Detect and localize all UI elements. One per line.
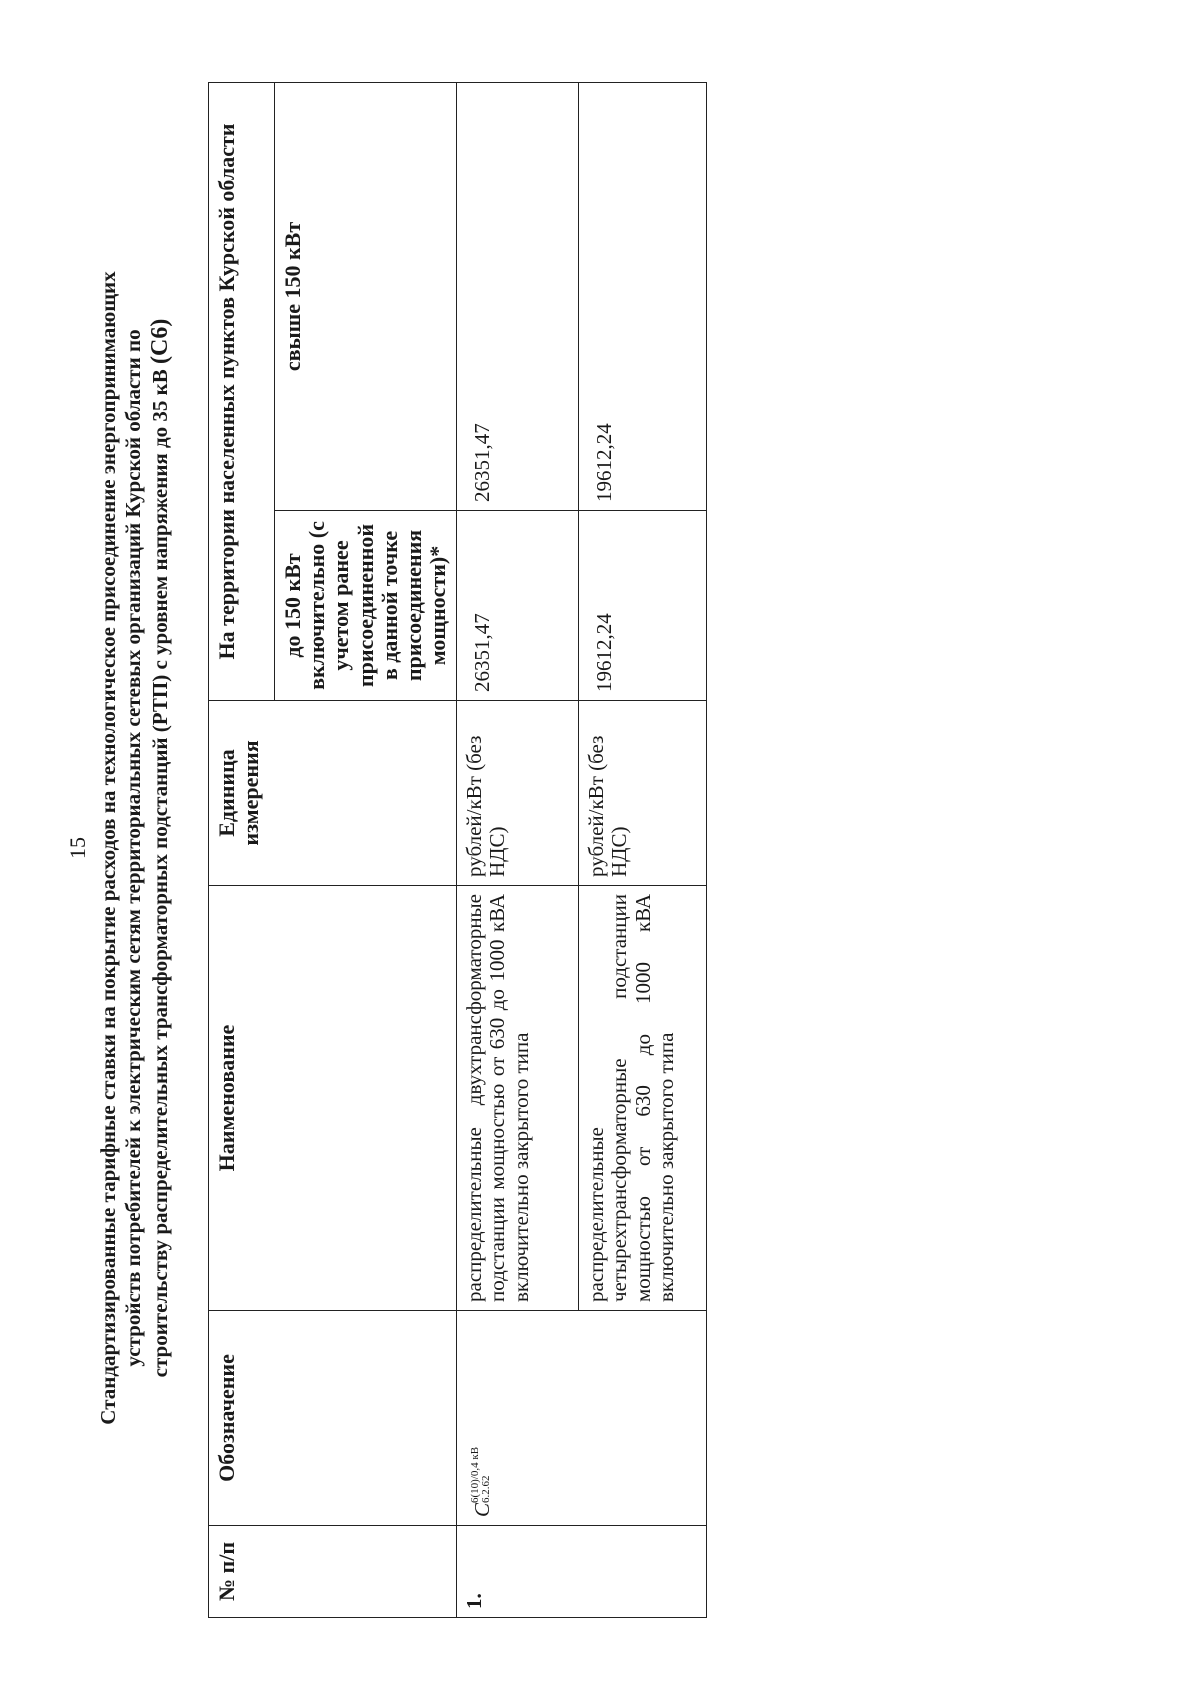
title-line-1: Стандартизированные тарифные ставки на покрытие расходов на технологическое присоединение энергопринимающих [96,271,120,1425]
tariff-table [208,82,707,1618]
document-body [90,78,690,1618]
header-num: № п/п [209,1526,457,1618]
header-sub-upto-150: до 150 кВт включительно (с учетом ранее присоединенной в данной точке присоединения мощности)* [275,511,457,701]
tariff-code-sup: 6(10)/0,4 кВ [468,1446,481,1503]
header-unit: Единица измерения [209,701,457,886]
tariff-code [457,1311,707,1526]
header-name: Наименование [209,886,457,1311]
header-territory: На территории населенных пунктов Курской области [209,83,275,701]
tariff-code-indices [470,1447,492,1503]
tariff-code-letter: C [470,1502,495,1517]
row-number: 1. [457,1526,707,1618]
title-line-3-main: строительству распределительных трансформаторных подстанций (РТП) с уровнем напряжения до 35 кВ [148,369,173,1378]
header-sub-over-150: свыше 150 кВт [275,83,457,511]
row-unit: рублей/кВт (без НДС) [579,701,707,886]
document-title [90,78,208,1618]
row-value-upto-150: 26351,47 [457,511,579,701]
header-code: Обозначение [209,1311,457,1526]
tariff-code-sub: 6.2.62 [479,1475,492,1503]
row-value-over-150: 26351,47 [457,83,579,511]
title-line-2: устройств потребителей к электрическим сетям территориальных сетевых организаций Курской области по [121,329,146,1367]
row-name: распределительные двухтрансформаторные подстанции мощностью от 630 до 1000 кВА включительно закрытого типа [457,886,579,1311]
title-line-3 [146,78,175,1618]
table-row [457,83,579,1618]
row-name: распределительные четырехтрансформаторные подстанции мощностью от 630 до 1000 кВА включительно закрытого типа [579,886,707,1311]
row-value-upto-150: 19612,24 [579,511,707,701]
row-unit: рублей/кВт (без НДС) [457,701,579,886]
title-line-3-code: (С6) [147,318,174,364]
row-value-over-150: 19612,24 [579,83,707,511]
page-number: 15 [65,837,90,859]
